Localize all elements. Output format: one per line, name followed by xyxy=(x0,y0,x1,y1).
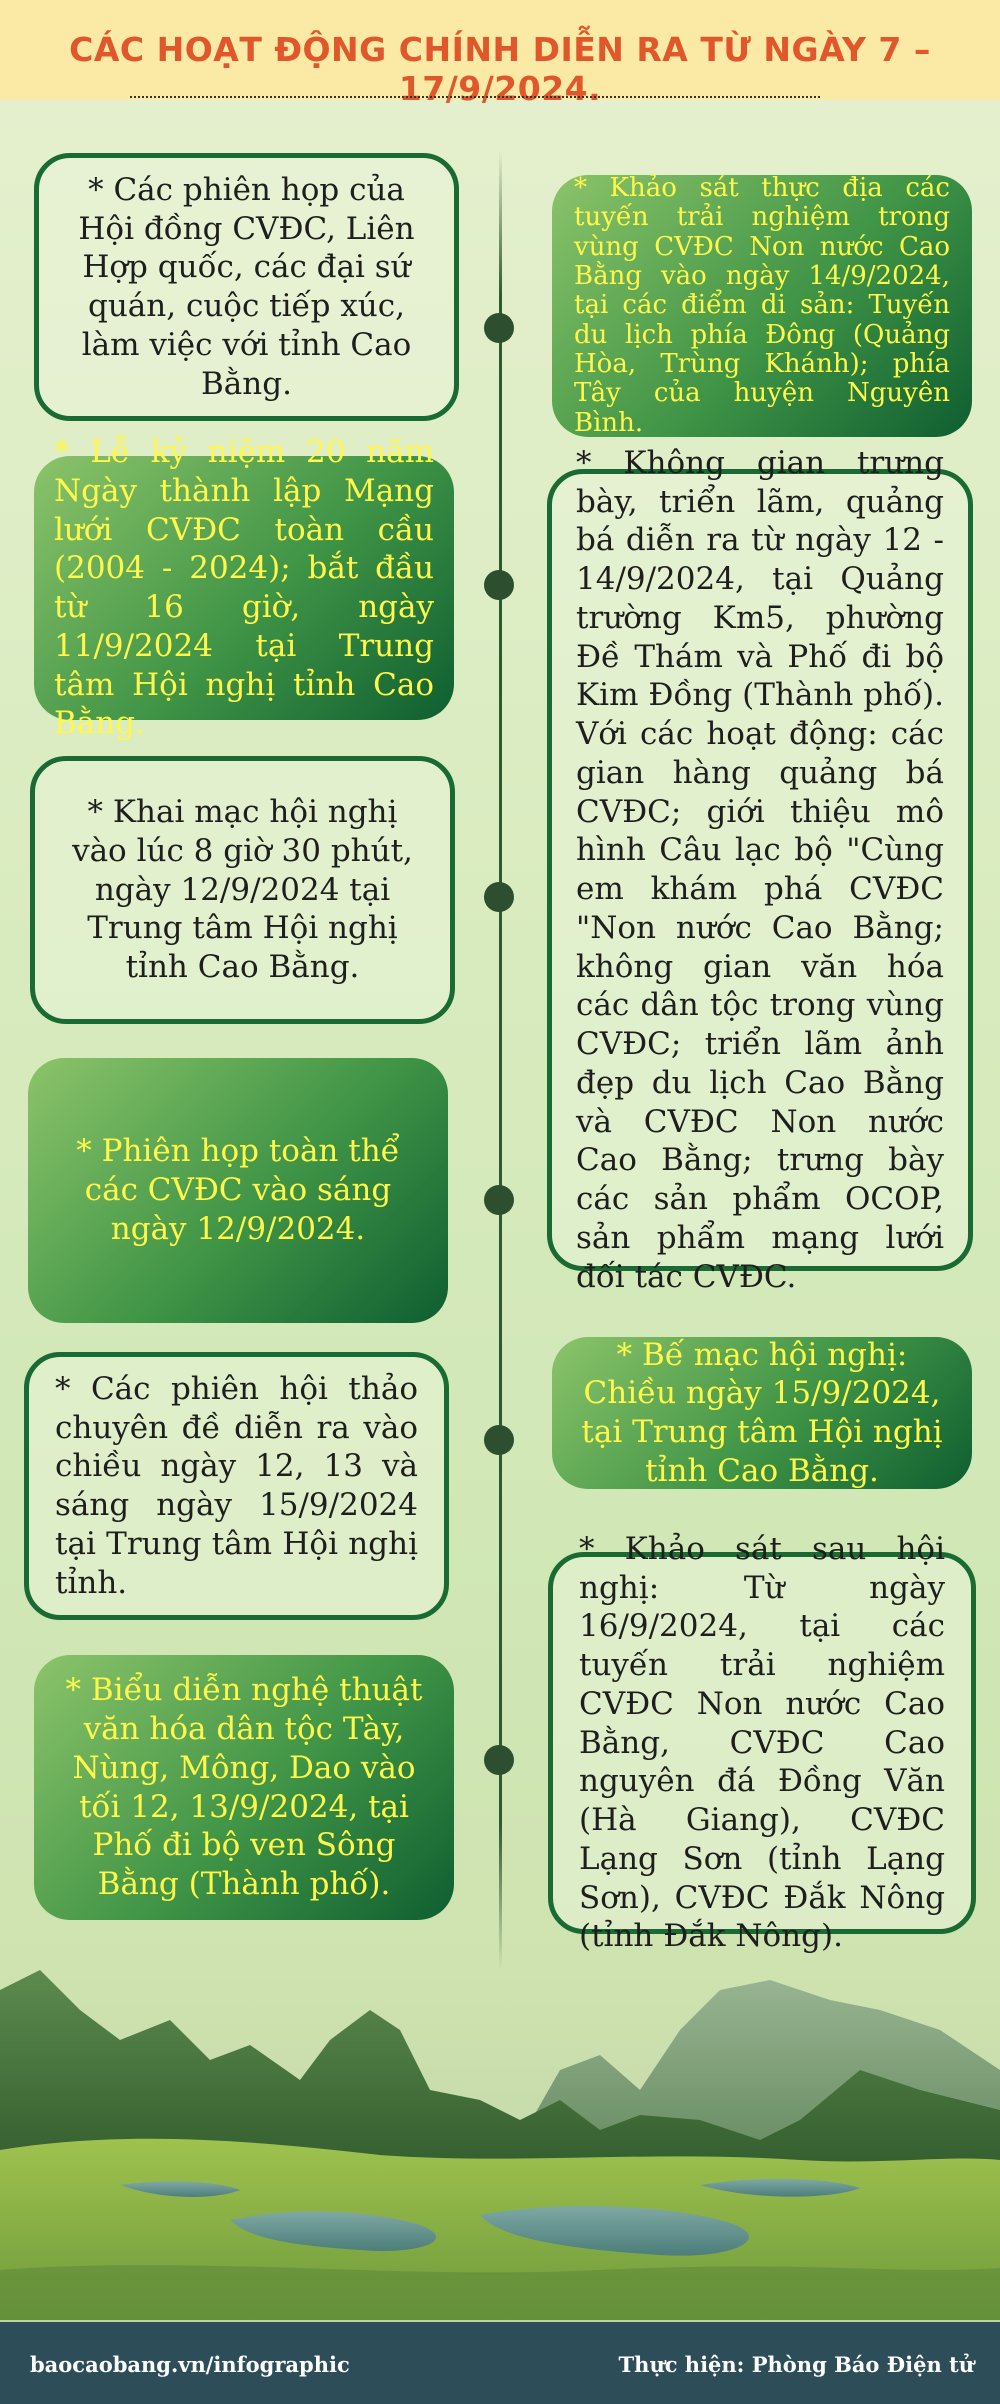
timeline-dot xyxy=(484,882,514,912)
timeline-dot xyxy=(484,570,514,600)
dotted-divider xyxy=(130,96,820,98)
event-box-closing: * Bế mạc hội nghị: Chiều ngày 15/9/2024, tại Trung tâm Hội nghị tỉnh Cao Bằng. xyxy=(552,1337,972,1489)
timeline-line xyxy=(499,150,502,1970)
event-box-performance: * Biểu diễn nghệ thuật văn hóa dân tộc Tày, Nùng, Mông, Dao vào tối 12, 13/9/2024, tại Phố đi bộ ven Sông Bằng (Thành phố). xyxy=(34,1655,454,1920)
event-box-opening: * Khai mạc hội nghị vào lúc 8 giờ 30 phút, ngày 12/9/2024 tại Trung tâm Hội nghị tỉnh Cao Bằng. xyxy=(30,756,455,1024)
footer-bar xyxy=(0,2322,1000,2404)
event-box-post-survey: * Khảo sát sau hội nghị: Từ ngày 16/9/2024, tại các tuyến trải nghiệm CVĐC Non nước Cao Bằng, CVĐC Cao nguyên đá Đồng Văn (Hà Giang), CVĐC Lạng Sơn (tỉnh Lạng Sơn), CVĐC Đắk Nông (tỉnh Đắk Nông). xyxy=(548,1552,976,1934)
timeline-dot xyxy=(484,1425,514,1455)
header-banner xyxy=(0,0,1000,108)
event-box-field-survey: * Khảo sát thực địa các tuyến trải nghiệm trong vùng CVĐC Non nước Cao Bằng vào ngày 14/9/2024, tại các điểm di sản: Tuyến du lịch phía Đông (Quảng Hòa, Trùng Khánh); phía Tây của huyện Nguyên Bình. xyxy=(552,175,972,437)
source-link[interactable]: baocaobang.vn/infographic xyxy=(30,2352,350,2377)
timeline-dot xyxy=(484,1745,514,1775)
karst-landscape-image xyxy=(0,1950,1000,2320)
event-box-exhibition: * Không gian trưng bày, triển lãm, quảng bá diễn ra từ ngày 12 - 14/9/2024, tại Quảng trường Km5, phường Đề Thám và Phố đi bộ Kim Đồng (Thành phố). Với các hoạt động: các gian hàng quảng bá CVĐC; giới thiệu mô hình Câu lạc bộ "Cùng em khám phá CVĐC "Non nước Cao Bằng; không gian văn hóa các dân tộc trong vùng CVĐC; triển lãm ảnh đẹp du lịch Cao Bằng và CVĐC Non nước Cao Bằng; trưng bày các sản phẩm OCOP, sản phẩm mạng lưới đối tác CVĐC. xyxy=(547,469,973,1271)
event-box-plenary: * Phiên họp toàn thể các CVĐC vào sáng ngày 12/9/2024. xyxy=(28,1058,448,1323)
event-box-council-sessions: * Các phiên họp của Hội đồng CVĐC, Liên Hợp quốc, các đại sứ quán, cuộc tiếp xúc, làm việc với tỉnh Cao Bằng. xyxy=(34,153,459,421)
event-box-anniversary: * Lễ kỷ niệm 20 năm Ngày thành lập Mạng lưới CVĐC toàn cầu (2004 - 2024); bắt đầu từ 16 giờ, ngày 11/9/2024 tại Trung tâm Hội nghị tỉnh Cao Bằng. xyxy=(34,456,454,720)
event-box-workshops: * Các phiên hội thảo chuyên đề diễn ra vào chiều ngày 12, 13 và sáng ngày 15/9/2024 tại Trung tâm Hội nghị tỉnh. xyxy=(24,1352,449,1620)
timeline-dot xyxy=(484,1185,514,1215)
credit-text: Thực hiện: Phòng Báo Điện tử xyxy=(618,2352,974,2377)
timeline-dot xyxy=(484,313,514,343)
page-title: CÁC HOẠT ĐỘNG CHÍNH DIỄN RA TỪ NGÀY 7 – 17/9/2024. xyxy=(69,30,931,108)
